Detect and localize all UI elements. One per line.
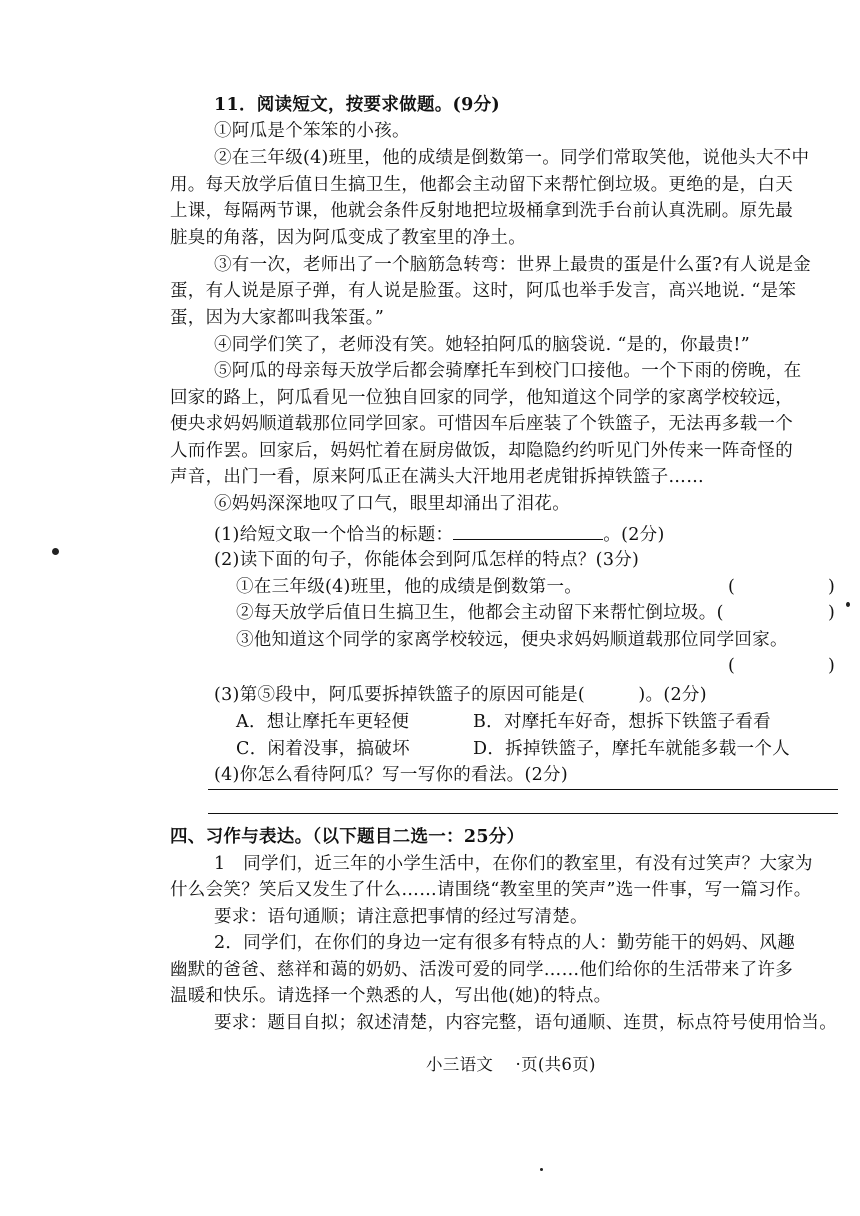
sub-question-2-item-3: ③他知道这个同学的家离学校较远，便央求妈妈顺道载那位同学回家。 [236, 630, 788, 650]
topic-2-line-1: 2．同学们，在你们的身边一定有很多有特点的人：勤劳能干的妈妈、风趣 [214, 933, 796, 953]
option-d: D．拆掉铁篮子，摩托车就能多载一个人 [473, 739, 790, 759]
title-answer-blank[interactable] [453, 521, 603, 540]
answer-paren-3-open: ( [728, 656, 735, 676]
topic-1-requirement: 要求：语句通顺；请注意把事情的经过写清楚。 [214, 907, 588, 927]
scan-speck [540, 1168, 543, 1171]
paragraph-3-line-3: 蛋，因为大家都叫我笨蛋。” [170, 308, 385, 328]
option-c: C．闲着没事，搞破坏 [236, 739, 410, 759]
paragraph-5-line-1: ⑤阿瓜的母亲每天放学后都会骑摩托车到校门口接他。一个下雨的傍晚，在 [214, 361, 802, 381]
answer-line-1[interactable] [208, 789, 838, 790]
paragraph-5-line-5: 声音，出门一看，原来阿瓜正在满头大汗地用老虎钳拆掉铁篮子…… [170, 467, 704, 487]
paragraph-3-line-2: 蛋，有人说是原子弹，有人说是脸蛋。这时，阿瓜也举手发言，高兴地说. “是笨 [170, 281, 797, 301]
q11-title: 11．阅读短文，按要求做题。(9分) [214, 95, 500, 115]
paragraph-4: ④同学们笑了，老师没有笑。她轻拍阿瓜的脑袋说. “是的，你最贵!” [214, 335, 750, 355]
topic-1-line-1: 1 同学们，近三年的小学生活中，在你们的教室里，有没有过笑声？大家为 [214, 854, 813, 874]
paragraph-5-line-3: 便央求妈妈顺道载那位同学回家。可惜因车后座装了个铁篮子，无法再多载一个 [170, 414, 793, 434]
sub-question-1-points: 。(2分) [603, 525, 665, 545]
answer-paren-2-close: ) [828, 603, 835, 623]
sub-question-2-item-1: ①在三年级(4)班里，他的成绩是倒数第一。 [236, 577, 583, 597]
paragraph-5-line-4: 人而作罢。回家后，妈妈忙着在厨房做饭，却隐隐约约听见门外传来一阵奇怪的 [170, 441, 793, 461]
paragraph-2-line-3: 上课，每隔两节课，他就会条件反射地把垃圾桶拿到洗手台前认真洗刷。原先最 [170, 201, 793, 221]
answer-paren-1-close: ) [828, 577, 835, 597]
paragraph-1: ①阿瓜是个笨笨的小孩。 [214, 121, 410, 141]
topic-1-line-2: 什么会笑？笑后又发生了什么……请围绕“教室里的笑声”选一件事，写一篇习作。 [170, 880, 812, 900]
sub-question-1 [214, 521, 665, 548]
answer-paren-3-close: ) [828, 656, 835, 676]
option-b: B．对摩托车好奇，想拆下铁篮子看看 [473, 712, 771, 732]
scan-speck [52, 548, 59, 555]
paragraph-5-line-2: 回家的路上，阿瓜看见一位独自回家的同学，他知道这个同学的家离学校较远， [170, 388, 793, 408]
sub-question-2: (2)读下面的句子，你能体会到阿瓜怎样的特点？(3分) [214, 550, 640, 570]
answer-paren-1-open: ( [728, 577, 735, 597]
sub-question-2-item-2: ②每天放学后值日生搞卫生，他都会主动留下来帮忙倒垃圾。( [236, 603, 724, 623]
paragraph-3-line-1: ③有一次，老师出了一个脑筋急转弯：世界上最贵的蛋是什么蛋?有人说是金 [214, 255, 812, 275]
paragraph-2-line-1: ②在三年级(4)班里，他的成绩是倒数第一。同学们常取笑他，说他头大不中 [214, 148, 810, 168]
sub-question-1-prompt: (1)给短文取一个恰当的标题： [214, 525, 454, 545]
sub-question-3: (3)第⑤段中，阿瓜要拆掉铁篮子的原因可能是( )。(2分) [214, 685, 707, 705]
option-a: A．想让摩托车更轻便 [236, 712, 410, 732]
topic-2-requirement: 要求：题目自拟；叙述清楚，内容完整，语句通顺、连贯，标点符号使用恰当。 [214, 1013, 837, 1033]
section-4-title: 四、习作与表达。（以下题目二选一：25分） [170, 827, 525, 847]
topic-2-line-3: 温暖和快乐。请选择一个熟悉的人，写出他(她)的特点。 [170, 986, 612, 1006]
page-footer: 小三语文 ·页(共6页) [426, 1055, 596, 1074]
topic-2-line-2: 幽默的爸爸、慈祥和蔼的奶奶、活泼可爱的同学……他们给你的生活带来了许多 [170, 960, 793, 980]
paragraph-6: ⑥妈妈深深地叹了口气，眼里却涌出了泪花。 [214, 494, 570, 514]
paragraph-2-line-2: 用。每天放学后值日生搞卫生，他都会主动留下来帮忙倒垃圾。更绝的是，白天 [170, 175, 793, 195]
answer-line-2[interactable] [208, 813, 838, 814]
scan-speck [846, 602, 850, 607]
sub-question-4: (4)你怎么看待阿瓜？写一写你的看法。(2分) [214, 765, 568, 785]
paragraph-2-line-4: 脏臭的角落，因为阿瓜变成了教室里的净土。 [170, 228, 526, 248]
